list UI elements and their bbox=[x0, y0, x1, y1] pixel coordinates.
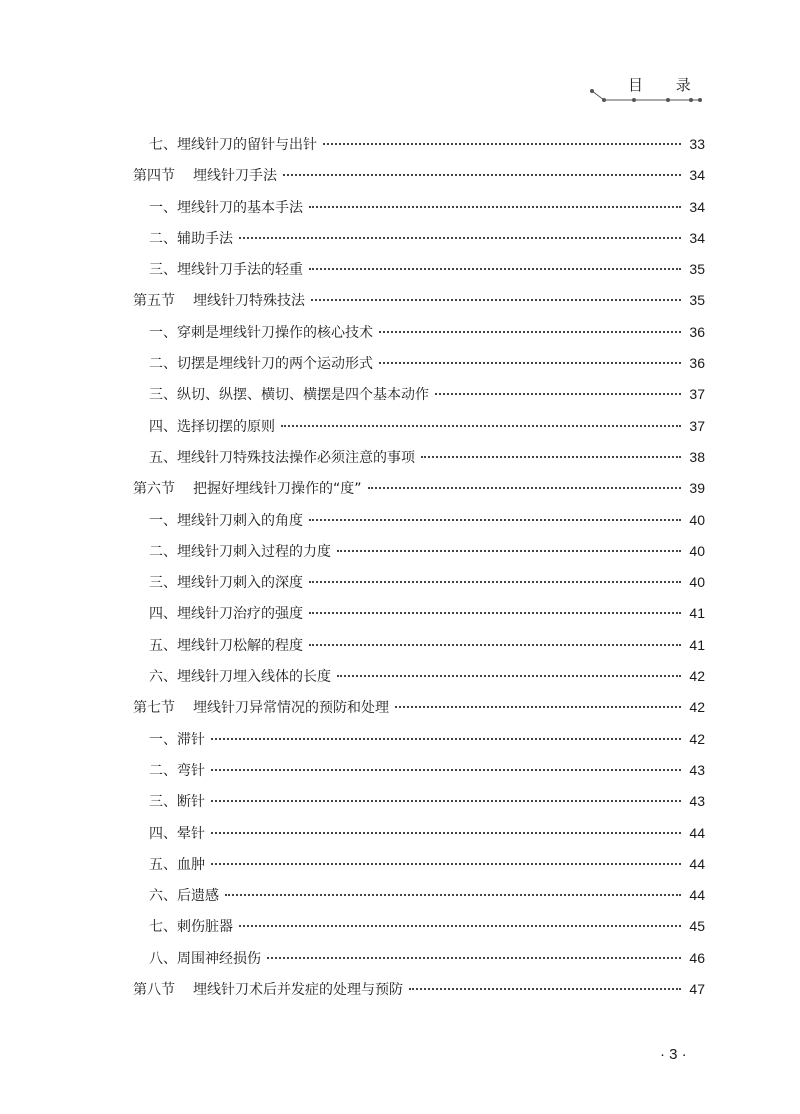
toc-entry-text: 六、埋线针刀埋入线体的长度 bbox=[149, 669, 331, 686]
toc-subsection-row[interactable] bbox=[133, 384, 705, 415]
toc-section-row[interactable] bbox=[133, 979, 705, 1010]
toc-subsection-row[interactable] bbox=[133, 760, 705, 791]
toc-subsection-row[interactable] bbox=[133, 729, 705, 760]
toc-page-number: 42 bbox=[689, 699, 705, 716]
toc-entry-title bbox=[149, 447, 415, 467]
dot-leader bbox=[309, 268, 681, 270]
toc-entry-text: 五、埋线针刀松解的程度 bbox=[149, 637, 303, 654]
toc-entry-text: 把握好埋线针刀操作的“度” bbox=[193, 481, 362, 498]
dot-leader bbox=[337, 675, 681, 677]
toc-subsection-row[interactable] bbox=[133, 353, 705, 384]
dot-leader bbox=[395, 706, 681, 708]
toc-subsection-row[interactable] bbox=[133, 134, 705, 165]
toc-subsection-row[interactable] bbox=[133, 791, 705, 822]
dot-leader bbox=[211, 863, 681, 865]
dot-leader bbox=[309, 644, 681, 646]
toc-entry-title bbox=[149, 572, 303, 592]
toc-page-number: 43 bbox=[689, 761, 705, 778]
dot-leader bbox=[309, 206, 681, 208]
toc-section-number: 第七节 bbox=[133, 700, 175, 717]
header-title: 目 录 bbox=[628, 76, 705, 94]
toc-entry-text: 四、选择切摆的原则 bbox=[149, 418, 275, 435]
dot-leader bbox=[323, 143, 681, 145]
toc-section-number: 第八节 bbox=[133, 982, 175, 999]
toc-entry-text: 二、埋线针刀刺入过程的力度 bbox=[149, 543, 331, 560]
toc-page-number: 39 bbox=[689, 480, 705, 497]
toc-entry-text: 五、血肿 bbox=[149, 856, 205, 873]
toc-entry-title bbox=[149, 353, 373, 373]
dot-leader bbox=[211, 832, 681, 834]
toc-entry-text: 七、埋线针刀的留针与出针 bbox=[149, 137, 317, 153]
toc-page-number: 37 bbox=[689, 386, 705, 403]
page-number: · 3 · bbox=[660, 1046, 687, 1063]
toc-page-number: 36 bbox=[689, 355, 705, 372]
toc-subsection-row[interactable] bbox=[133, 916, 705, 947]
toc-entry-text: 二、弯针 bbox=[149, 762, 205, 779]
toc-entry-title bbox=[149, 729, 205, 749]
dot-leader bbox=[283, 174, 681, 176]
dot-leader bbox=[379, 331, 681, 333]
toc-entry-text: 埋线针刀术后并发症的处理与预防 bbox=[193, 982, 403, 999]
toc-page-number: 34 bbox=[689, 167, 705, 184]
toc-subsection-row[interactable] bbox=[133, 447, 705, 478]
toc-entry-title bbox=[149, 322, 373, 342]
dot-leader bbox=[239, 925, 681, 927]
toc-section-number: 第四节 bbox=[133, 168, 175, 185]
toc-entry-title bbox=[133, 165, 277, 185]
toc-entry-title bbox=[149, 134, 317, 154]
toc-subsection-row[interactable] bbox=[133, 322, 705, 353]
toc-page-number: 40 bbox=[689, 511, 705, 528]
toc-entry-text: 二、辅助手法 bbox=[149, 230, 233, 247]
toc-entry-title bbox=[149, 635, 303, 655]
dot-leader bbox=[225, 894, 681, 896]
toc-section-number: 第六节 bbox=[133, 481, 175, 498]
toc-entry-text: 三、纵切、纵摆、横切、横摆是四个基本动作 bbox=[149, 387, 429, 404]
toc-section-row[interactable] bbox=[133, 290, 705, 321]
toc-page-number: 41 bbox=[689, 636, 705, 653]
toc-page-number: 40 bbox=[689, 574, 705, 591]
toc-subsection-row[interactable] bbox=[133, 228, 705, 259]
dot-leader bbox=[368, 487, 681, 489]
toc-entry-title bbox=[133, 697, 389, 717]
toc-page-number: 46 bbox=[689, 949, 705, 966]
dot-leader bbox=[267, 957, 681, 959]
toc-entry-text: 一、穿刺是埋线针刀操作的核心技术 bbox=[149, 324, 373, 341]
toc-subsection-row[interactable] bbox=[133, 416, 705, 447]
toc-entry-text: 六、后遗感 bbox=[149, 888, 219, 905]
toc-entry-title bbox=[133, 290, 305, 310]
toc-entry-title bbox=[149, 791, 205, 811]
toc-section-row[interactable] bbox=[133, 165, 705, 196]
dot-leader bbox=[239, 237, 681, 239]
toc-page-number: 42 bbox=[689, 730, 705, 747]
toc-entry-title bbox=[149, 384, 429, 404]
toc-page-number: 47 bbox=[689, 981, 705, 998]
dot-leader bbox=[309, 519, 681, 521]
toc-subsection-row[interactable] bbox=[133, 541, 705, 572]
toc-entry-title bbox=[149, 197, 303, 217]
toc-page-number: 41 bbox=[689, 605, 705, 622]
toc-page-number: 42 bbox=[689, 668, 705, 685]
toc-entry-text: 三、埋线针刀刺入的深度 bbox=[149, 575, 303, 592]
toc-entry-title bbox=[149, 228, 233, 248]
toc-entry-title bbox=[149, 603, 303, 623]
toc-page-number: 37 bbox=[689, 417, 705, 434]
toc-entry-title bbox=[149, 416, 275, 436]
toc-subsection-row[interactable] bbox=[133, 510, 705, 541]
toc-entry-title bbox=[149, 823, 205, 843]
toc-entry-text: 埋线针刀异常情况的预防和处理 bbox=[193, 700, 389, 717]
header-ornament-icon bbox=[590, 88, 705, 104]
toc-entry-text: 一、埋线针刀刺入的角度 bbox=[149, 512, 303, 529]
toc-page-number: 44 bbox=[689, 887, 705, 904]
toc-page-number: 45 bbox=[689, 918, 705, 935]
toc-subsection-row[interactable] bbox=[133, 197, 705, 228]
toc-subsection-row[interactable] bbox=[133, 635, 705, 666]
dot-leader bbox=[211, 738, 681, 740]
toc-page-number: 34 bbox=[689, 229, 705, 246]
table-of-contents bbox=[133, 134, 705, 1010]
toc-entry-text: 一、滞针 bbox=[149, 731, 205, 748]
toc-entry-title bbox=[149, 259, 303, 279]
toc-entry-text: 三、埋线针刀手法的轻重 bbox=[149, 262, 303, 279]
toc-page-number: 35 bbox=[689, 261, 705, 278]
toc-page-number: 33 bbox=[689, 136, 705, 152]
toc-entry-title bbox=[149, 666, 331, 686]
toc-subsection-row[interactable] bbox=[133, 854, 705, 885]
dot-leader bbox=[281, 425, 681, 427]
toc-entry-title bbox=[149, 760, 205, 780]
toc-entry-text: 一、埋线针刀的基本手法 bbox=[149, 199, 303, 216]
toc-entry-text: 五、埋线针刀特殊技法操作必须注意的事项 bbox=[149, 449, 415, 466]
toc-entry-title bbox=[149, 885, 219, 905]
toc-entry-title bbox=[149, 541, 331, 561]
toc-subsection-row[interactable] bbox=[133, 603, 705, 634]
toc-page-number: 40 bbox=[689, 542, 705, 559]
dot-leader bbox=[421, 456, 681, 458]
toc-entry-title bbox=[133, 478, 362, 498]
dot-leader bbox=[379, 362, 681, 364]
toc-entry-text: 四、埋线针刀治疗的强度 bbox=[149, 606, 303, 623]
toc-section-number: 第五节 bbox=[133, 293, 175, 310]
toc-entry-text: 埋线针刀手法 bbox=[193, 168, 277, 185]
toc-entry-text: 埋线针刀特殊技法 bbox=[193, 293, 305, 310]
toc-subsection-row[interactable] bbox=[133, 948, 705, 979]
toc-subsection-row[interactable] bbox=[133, 666, 705, 697]
toc-page-number: 38 bbox=[689, 448, 705, 465]
toc-page-number: 36 bbox=[689, 323, 705, 340]
toc-page-number: 34 bbox=[689, 198, 705, 215]
toc-section-row[interactable] bbox=[133, 478, 705, 509]
toc-page-number: 44 bbox=[689, 824, 705, 841]
running-header bbox=[590, 74, 705, 110]
toc-entry-text: 四、晕针 bbox=[149, 825, 205, 842]
toc-subsection-row[interactable] bbox=[133, 572, 705, 603]
toc-entry-title bbox=[149, 510, 303, 530]
dot-leader bbox=[211, 800, 681, 802]
dot-leader bbox=[309, 612, 681, 614]
toc-subsection-row[interactable] bbox=[133, 823, 705, 854]
dot-leader bbox=[337, 550, 681, 552]
dot-leader bbox=[309, 581, 681, 583]
toc-entry-text: 三、断针 bbox=[149, 794, 205, 811]
toc-entry-title bbox=[149, 854, 205, 874]
dot-leader bbox=[409, 988, 681, 990]
toc-entry-title bbox=[133, 979, 403, 999]
toc-entry-text: 七、刺伤脏器 bbox=[149, 919, 233, 936]
toc-subsection-row[interactable] bbox=[133, 259, 705, 290]
toc-page-number: 43 bbox=[689, 793, 705, 810]
dot-leader bbox=[311, 299, 681, 301]
dot-leader bbox=[211, 769, 681, 771]
toc-entry-title bbox=[149, 916, 233, 936]
toc-entry-text: 二、切摆是埋线针刀的两个运动形式 bbox=[149, 356, 373, 373]
dot-leader bbox=[435, 393, 681, 395]
toc-page-number: 35 bbox=[689, 292, 705, 309]
toc-page-number: 44 bbox=[689, 855, 705, 872]
toc-section-row[interactable] bbox=[133, 697, 705, 728]
toc-subsection-row[interactable] bbox=[133, 885, 705, 916]
toc-entry-text: 八、周围神经损伤 bbox=[149, 950, 261, 967]
toc-entry-title bbox=[149, 948, 261, 968]
